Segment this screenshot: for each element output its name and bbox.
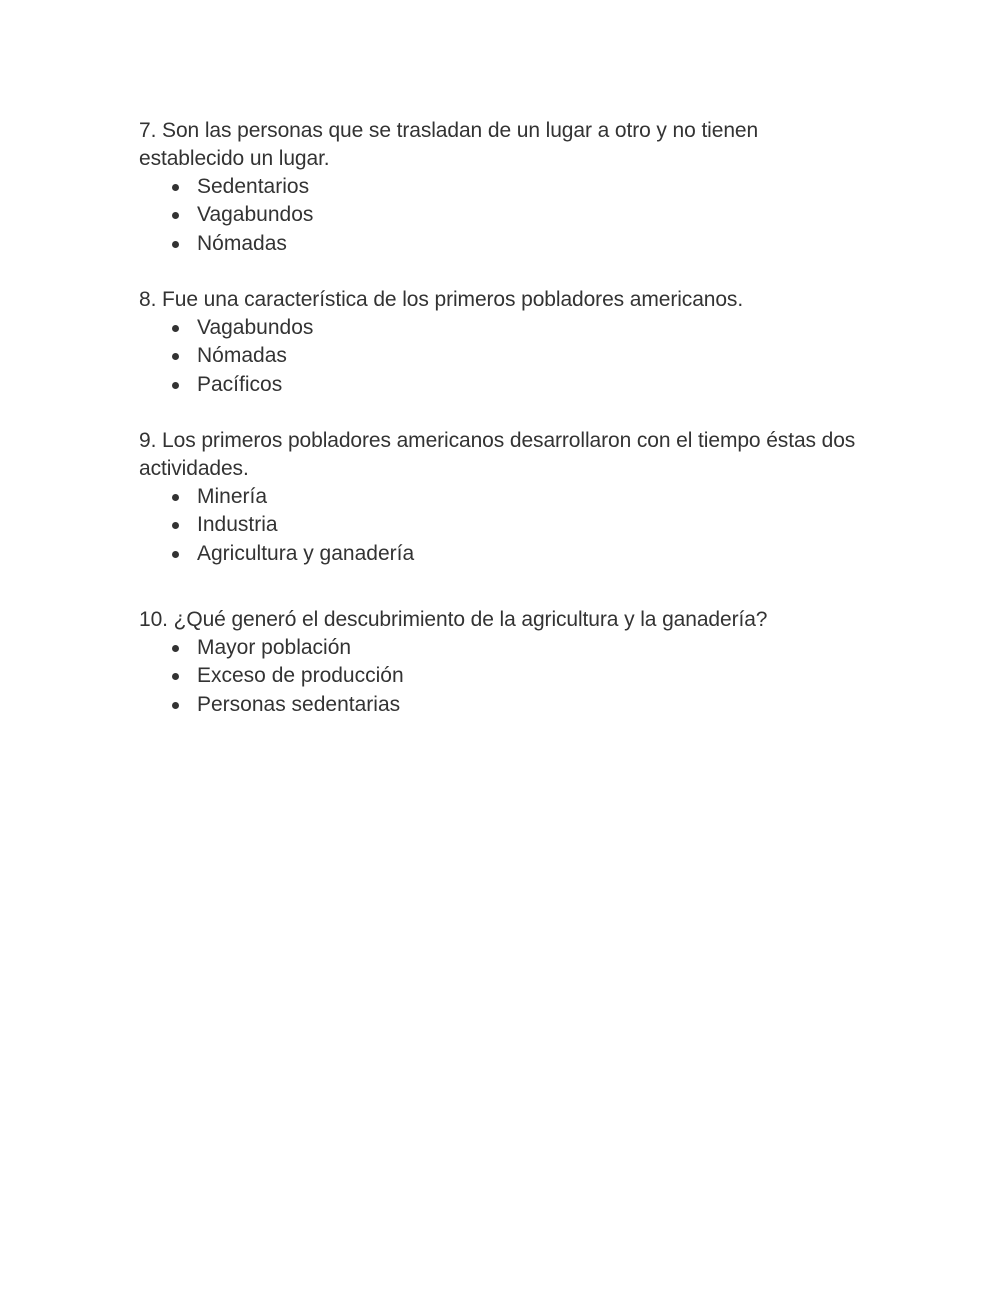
option-label: Minería	[197, 485, 268, 508]
bullet-icon	[172, 184, 179, 191]
option-item[interactable]	[139, 483, 859, 511]
option-item[interactable]	[139, 540, 859, 568]
question-text: 7. Son las personas que se trasladan de un lugar a otro y no tienen establecido un lugar.	[139, 119, 759, 170]
bullet-icon	[172, 241, 179, 248]
options-list	[139, 483, 859, 568]
bullet-icon	[172, 353, 179, 360]
option-label: Vagabundos	[197, 203, 314, 227]
bullet-icon	[172, 645, 179, 652]
option-label: Sedentarios	[197, 175, 310, 198]
bullet-icon	[172, 522, 179, 529]
option-item[interactable]	[139, 201, 859, 229]
option-item[interactable]	[139, 173, 859, 201]
question-text: 10. ¿Qué generó el descubrimiento de la agricultura y la ganadería?	[139, 608, 768, 631]
option-item[interactable]	[139, 511, 859, 539]
option-label: Industria	[197, 513, 278, 537]
option-item[interactable]	[139, 662, 859, 690]
bullet-icon	[172, 551, 179, 558]
option-label: Nómadas	[197, 231, 287, 255]
option-label: Vagabundos	[197, 316, 314, 339]
question-9	[139, 427, 859, 568]
option-label: Pacíficos	[197, 372, 283, 396]
bullet-icon	[172, 382, 179, 389]
option-label: Personas sedentarias	[197, 692, 401, 716]
bullet-icon	[172, 212, 179, 219]
question-8	[139, 286, 859, 399]
option-item[interactable]	[139, 691, 859, 719]
question-7	[139, 117, 859, 258]
question-text: 9. Los primeros pobladores americanos desarrollaron con el tiempo éstas dos actividades.	[139, 429, 856, 480]
options-list	[139, 314, 859, 399]
bullet-icon	[172, 673, 179, 680]
bullet-icon	[172, 325, 179, 332]
option-label: Mayor población	[197, 636, 352, 659]
question-text: 8. Fue una característica de los primeros pobladores americanos.	[139, 288, 744, 311]
bullet-icon	[172, 494, 179, 501]
option-item[interactable]	[139, 634, 859, 662]
option-item[interactable]	[139, 342, 859, 370]
option-label: Nómadas	[197, 344, 287, 368]
option-label: Exceso de producción	[197, 664, 404, 688]
option-label: Agricultura y ganadería	[197, 541, 415, 565]
options-list	[139, 173, 859, 258]
option-item[interactable]	[139, 230, 859, 258]
option-item[interactable]	[139, 371, 859, 399]
option-item[interactable]	[139, 314, 859, 342]
question-10	[139, 606, 859, 719]
options-list	[139, 634, 859, 719]
bullet-icon	[172, 702, 179, 709]
